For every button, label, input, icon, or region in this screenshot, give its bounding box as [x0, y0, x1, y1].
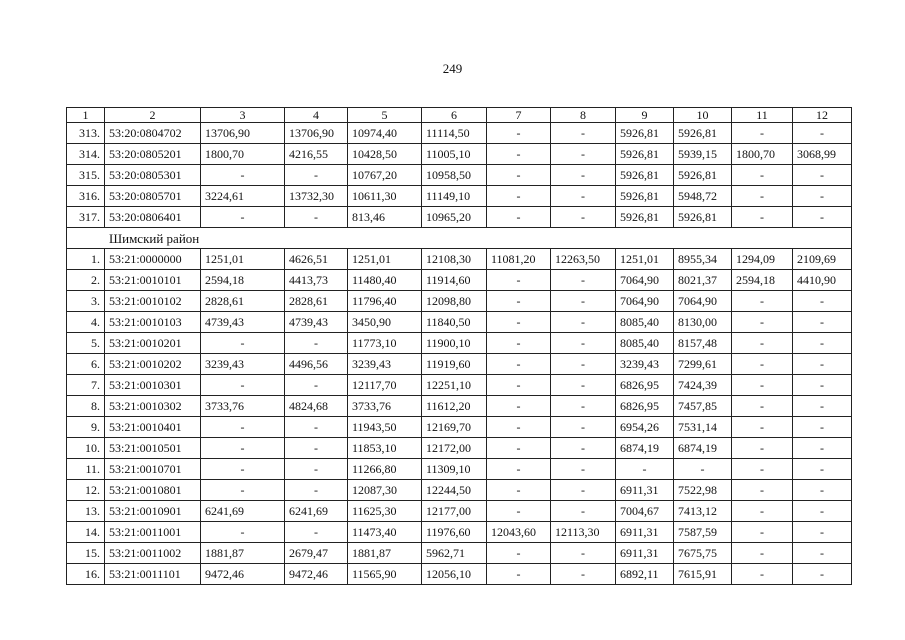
value-cell: -	[551, 207, 616, 228]
row-number-cell: 11.	[67, 459, 105, 480]
value-cell: -	[285, 207, 348, 228]
value-cell: -	[732, 564, 793, 585]
cadastral-value-table	[66, 107, 852, 585]
value-cell: -	[551, 438, 616, 459]
value-cell: 5926,81	[674, 207, 732, 228]
value-cell: 2679,47	[285, 543, 348, 564]
value-cell: 13732,30	[285, 186, 348, 207]
value-cell: 6826,95	[616, 375, 674, 396]
table-row	[67, 144, 852, 165]
column-number-cell: 6	[422, 108, 487, 123]
row-number-cell: 9.	[67, 417, 105, 438]
value-cell: -	[793, 564, 852, 585]
value-cell: -	[551, 270, 616, 291]
value-cell: -	[793, 123, 852, 144]
row-number-cell: 13.	[67, 501, 105, 522]
value-cell: 2109,69	[793, 249, 852, 270]
table-row	[67, 354, 852, 375]
value-cell: 7531,14	[674, 417, 732, 438]
value-cell: -	[732, 438, 793, 459]
value-cell: -	[201, 333, 285, 354]
value-cell: 7413,12	[674, 501, 732, 522]
value-cell: -	[487, 291, 551, 312]
value-cell: 12244,50	[422, 480, 487, 501]
value-cell: 4824,68	[285, 396, 348, 417]
value-cell: 3239,43	[348, 354, 422, 375]
table-row	[67, 333, 852, 354]
value-cell: 6954,26	[616, 417, 674, 438]
value-cell: 4739,43	[285, 312, 348, 333]
value-cell: 1800,70	[732, 144, 793, 165]
value-cell: -	[201, 207, 285, 228]
cadastral-number-cell: 53:21:0010202	[105, 354, 201, 375]
value-cell: -	[551, 312, 616, 333]
value-cell: -	[551, 165, 616, 186]
column-number-cell: 7	[487, 108, 551, 123]
row-number-cell: 1.	[67, 249, 105, 270]
value-cell: -	[487, 270, 551, 291]
value-cell: -	[793, 186, 852, 207]
value-cell: -	[793, 396, 852, 417]
value-cell: 4410,90	[793, 270, 852, 291]
value-cell: 11914,60	[422, 270, 487, 291]
value-cell: 6826,95	[616, 396, 674, 417]
value-cell: -	[732, 312, 793, 333]
table-row	[67, 207, 852, 228]
value-cell: 4739,43	[201, 312, 285, 333]
value-cell: 5926,81	[616, 144, 674, 165]
value-cell: 11625,30	[348, 501, 422, 522]
value-cell: 1881,87	[201, 543, 285, 564]
value-cell: 13706,90	[201, 123, 285, 144]
value-cell: 12108,30	[422, 249, 487, 270]
table-row	[67, 480, 852, 501]
value-cell: -	[487, 459, 551, 480]
value-cell: -	[551, 375, 616, 396]
value-cell: 7522,98	[674, 480, 732, 501]
row-number-cell: 15.	[67, 543, 105, 564]
value-cell: 2594,18	[201, 270, 285, 291]
cadastral-number-cell: 53:21:0010302	[105, 396, 201, 417]
value-cell: -	[732, 291, 793, 312]
value-cell: -	[487, 501, 551, 522]
value-cell: -	[674, 459, 732, 480]
value-cell: 6911,31	[616, 480, 674, 501]
value-cell: 2828,61	[285, 291, 348, 312]
cadastral-number-cell: 53:21:0010102	[105, 291, 201, 312]
value-cell: 12251,10	[422, 375, 487, 396]
value-cell: 5926,81	[674, 165, 732, 186]
value-cell: 8085,40	[616, 312, 674, 333]
value-cell: 813,46	[348, 207, 422, 228]
value-cell: -	[793, 375, 852, 396]
value-cell: 13706,90	[285, 123, 348, 144]
value-cell: 1881,87	[348, 543, 422, 564]
value-cell: -	[732, 522, 793, 543]
value-cell: -	[285, 375, 348, 396]
value-cell: 12087,30	[348, 480, 422, 501]
value-cell: -	[793, 501, 852, 522]
value-cell: -	[793, 354, 852, 375]
value-cell: 5926,81	[616, 186, 674, 207]
value-cell: 11081,20	[487, 249, 551, 270]
value-cell: 12117,70	[348, 375, 422, 396]
value-cell: -	[201, 459, 285, 480]
value-cell: 6911,31	[616, 543, 674, 564]
cadastral-number-cell: 53:20:0805301	[105, 165, 201, 186]
value-cell: 3224,61	[201, 186, 285, 207]
section-row	[67, 228, 852, 249]
column-number-cell: 9	[616, 108, 674, 123]
value-cell: -	[285, 522, 348, 543]
column-number-row	[67, 108, 852, 123]
value-cell: -	[732, 333, 793, 354]
value-cell: -	[793, 522, 852, 543]
value-cell: -	[285, 459, 348, 480]
value-cell: 12056,10	[422, 564, 487, 585]
value-cell: 10767,20	[348, 165, 422, 186]
table-row	[67, 501, 852, 522]
row-number-cell: 8.	[67, 396, 105, 417]
value-cell: 3239,43	[201, 354, 285, 375]
column-number-cell: 8	[551, 108, 616, 123]
cadastral-number-cell: 53:21:0010501	[105, 438, 201, 459]
value-cell: -	[487, 144, 551, 165]
row-number-cell: 6.	[67, 354, 105, 375]
value-cell: 12098,80	[422, 291, 487, 312]
value-cell: -	[201, 480, 285, 501]
value-cell: 8130,00	[674, 312, 732, 333]
value-cell: -	[793, 417, 852, 438]
column-number-cell: 10	[674, 108, 732, 123]
row-number-cell: 316.	[67, 186, 105, 207]
row-number-cell: 12.	[67, 480, 105, 501]
value-cell: -	[487, 186, 551, 207]
value-cell: 11796,40	[348, 291, 422, 312]
value-cell: -	[793, 207, 852, 228]
value-cell: 6911,31	[616, 522, 674, 543]
cadastral-number-cell: 53:21:0011002	[105, 543, 201, 564]
cadastral-number-cell: 53:21:0010401	[105, 417, 201, 438]
cadastral-number-cell: 53:20:0804702	[105, 123, 201, 144]
value-cell: 11853,10	[348, 438, 422, 459]
value-cell: 10965,20	[422, 207, 487, 228]
cadastral-number-cell: 53:20:0805201	[105, 144, 201, 165]
cadastral-number-cell: 53:21:0011001	[105, 522, 201, 543]
value-cell: -	[285, 333, 348, 354]
value-cell: 6874,19	[616, 438, 674, 459]
value-cell: 3733,76	[201, 396, 285, 417]
value-cell: 11266,80	[348, 459, 422, 480]
value-cell: 5948,72	[674, 186, 732, 207]
value-cell: 8021,37	[674, 270, 732, 291]
cadastral-number-cell: 53:21:0010701	[105, 459, 201, 480]
value-cell: -	[201, 375, 285, 396]
value-cell: -	[551, 291, 616, 312]
value-cell: -	[487, 375, 551, 396]
value-cell: 9472,46	[201, 564, 285, 585]
value-cell: 12169,70	[422, 417, 487, 438]
table-row	[67, 165, 852, 186]
value-cell: 5962,71	[422, 543, 487, 564]
value-cell: -	[551, 354, 616, 375]
value-cell: 7064,90	[616, 270, 674, 291]
row-number-cell: 3.	[67, 291, 105, 312]
column-number-cell: 2	[105, 108, 201, 123]
table-row	[67, 543, 852, 564]
value-cell: 11900,10	[422, 333, 487, 354]
row-number-cell: 315.	[67, 165, 105, 186]
table-row	[67, 417, 852, 438]
value-cell: 6241,69	[285, 501, 348, 522]
value-cell: 9472,46	[285, 564, 348, 585]
value-cell: -	[487, 312, 551, 333]
value-cell: 8157,48	[674, 333, 732, 354]
value-cell: -	[487, 123, 551, 144]
value-cell: -	[732, 165, 793, 186]
value-cell: 8955,34	[674, 249, 732, 270]
table-row	[67, 123, 852, 144]
row-number-cell: 313.	[67, 123, 105, 144]
value-cell: -	[732, 375, 793, 396]
table-row	[67, 522, 852, 543]
value-cell: -	[551, 501, 616, 522]
value-cell: -	[793, 291, 852, 312]
value-cell: -	[793, 312, 852, 333]
value-cell: 6892,11	[616, 564, 674, 585]
value-cell: -	[551, 480, 616, 501]
table-row	[67, 270, 852, 291]
value-cell: 11480,40	[348, 270, 422, 291]
value-cell: -	[551, 186, 616, 207]
value-cell: -	[551, 564, 616, 585]
table-row	[67, 312, 852, 333]
value-cell: 5926,81	[616, 123, 674, 144]
value-cell: 3239,43	[616, 354, 674, 375]
value-cell: 12172,00	[422, 438, 487, 459]
page-number: 249	[442, 61, 463, 76]
value-cell: -	[732, 354, 793, 375]
column-number-cell: 11	[732, 108, 793, 123]
value-cell: -	[732, 123, 793, 144]
value-cell: -	[487, 165, 551, 186]
value-cell: 4626,51	[285, 249, 348, 270]
cadastral-number-cell: 53:20:0805701	[105, 186, 201, 207]
value-cell: 3068,99	[793, 144, 852, 165]
table-row	[67, 396, 852, 417]
value-cell: 11943,50	[348, 417, 422, 438]
value-cell: 10428,50	[348, 144, 422, 165]
column-number-cell: 5	[348, 108, 422, 123]
row-number-cell: 314.	[67, 144, 105, 165]
value-cell: 12043,60	[487, 522, 551, 543]
value-cell: -	[285, 417, 348, 438]
table-row	[67, 438, 852, 459]
value-cell: -	[732, 459, 793, 480]
value-cell: -	[551, 396, 616, 417]
value-cell: -	[201, 522, 285, 543]
value-cell: 5926,81	[616, 207, 674, 228]
value-cell: -	[487, 333, 551, 354]
value-cell: 11976,60	[422, 522, 487, 543]
value-cell: 5926,81	[674, 123, 732, 144]
value-cell: 1294,09	[732, 249, 793, 270]
value-cell: 12263,50	[551, 249, 616, 270]
value-cell: 7615,91	[674, 564, 732, 585]
value-cell: -	[793, 480, 852, 501]
row-number-cell: 14.	[67, 522, 105, 543]
table-row	[67, 291, 852, 312]
value-cell: -	[551, 144, 616, 165]
value-cell: 11005,10	[422, 144, 487, 165]
table-row	[67, 564, 852, 585]
cadastral-number-cell: 53:21:0010801	[105, 480, 201, 501]
value-cell: -	[732, 186, 793, 207]
value-cell: 3450,90	[348, 312, 422, 333]
value-cell: -	[616, 459, 674, 480]
value-cell: -	[793, 333, 852, 354]
value-cell: 5926,81	[616, 165, 674, 186]
table-row	[67, 459, 852, 480]
cadastral-number-cell: 53:21:0000000	[105, 249, 201, 270]
value-cell: 7457,85	[674, 396, 732, 417]
value-cell: -	[487, 438, 551, 459]
value-cell: -	[285, 165, 348, 186]
section-title: Шимский район	[67, 228, 852, 249]
value-cell: 11309,10	[422, 459, 487, 480]
row-number-cell: 10.	[67, 438, 105, 459]
value-cell: 7299,61	[674, 354, 732, 375]
value-cell: -	[793, 543, 852, 564]
value-cell: -	[551, 123, 616, 144]
column-number-cell: 4	[285, 108, 348, 123]
value-cell: -	[551, 459, 616, 480]
value-cell: -	[732, 396, 793, 417]
value-cell: 11114,50	[422, 123, 487, 144]
value-cell: -	[793, 438, 852, 459]
value-cell: 8085,40	[616, 333, 674, 354]
value-cell: -	[551, 417, 616, 438]
value-cell: -	[732, 417, 793, 438]
row-number-cell: 5.	[67, 333, 105, 354]
value-cell: -	[732, 543, 793, 564]
value-cell: -	[201, 165, 285, 186]
column-number-cell: 3	[201, 108, 285, 123]
value-cell: -	[201, 417, 285, 438]
value-cell: 6241,69	[201, 501, 285, 522]
value-cell: 11773,10	[348, 333, 422, 354]
cadastral-number-cell: 53:21:0010103	[105, 312, 201, 333]
value-cell: 7675,75	[674, 543, 732, 564]
value-cell: 2828,61	[201, 291, 285, 312]
row-number-cell: 16.	[67, 564, 105, 585]
value-cell: 4413,73	[285, 270, 348, 291]
cadastral-number-cell: 53:21:0010201	[105, 333, 201, 354]
value-cell: 1800,70	[201, 144, 285, 165]
row-number-cell: 4.	[67, 312, 105, 333]
value-cell: 11565,90	[348, 564, 422, 585]
value-cell: -	[487, 417, 551, 438]
value-cell: 11473,40	[348, 522, 422, 543]
column-number-cell: 1	[67, 108, 105, 123]
value-cell: -	[551, 333, 616, 354]
value-cell: 7004,67	[616, 501, 674, 522]
value-cell: 4216,55	[285, 144, 348, 165]
value-cell: 7064,90	[616, 291, 674, 312]
table-row	[67, 375, 852, 396]
value-cell: -	[487, 207, 551, 228]
value-cell: 6874,19	[674, 438, 732, 459]
value-cell: 7587,59	[674, 522, 732, 543]
value-cell: 4496,56	[285, 354, 348, 375]
value-cell: -	[285, 438, 348, 459]
value-cell: -	[732, 207, 793, 228]
value-cell: -	[732, 480, 793, 501]
value-cell: -	[487, 543, 551, 564]
row-number-cell: 317.	[67, 207, 105, 228]
cadastral-number-cell: 53:21:0010101	[105, 270, 201, 291]
value-cell: 11840,50	[422, 312, 487, 333]
value-cell: -	[551, 543, 616, 564]
value-cell: 7424,39	[674, 375, 732, 396]
row-number-cell: 7.	[67, 375, 105, 396]
value-cell: -	[487, 354, 551, 375]
value-cell: -	[487, 480, 551, 501]
value-cell: 2594,18	[732, 270, 793, 291]
value-cell: 3733,76	[348, 396, 422, 417]
value-cell: -	[793, 165, 852, 186]
row-number-cell: 2.	[67, 270, 105, 291]
value-cell: 12177,00	[422, 501, 487, 522]
value-cell: -	[201, 438, 285, 459]
value-cell: -	[487, 396, 551, 417]
value-cell: -	[793, 459, 852, 480]
cadastral-number-cell: 53:21:0010301	[105, 375, 201, 396]
value-cell: 12113,30	[551, 522, 616, 543]
value-cell: 10958,50	[422, 165, 487, 186]
value-cell: -	[487, 564, 551, 585]
table-row	[67, 249, 852, 270]
value-cell: 10611,30	[348, 186, 422, 207]
value-cell: 1251,01	[201, 249, 285, 270]
column-number-cell: 12	[793, 108, 852, 123]
value-cell: 5939,15	[674, 144, 732, 165]
value-cell: 1251,01	[348, 249, 422, 270]
value-cell: 11149,10	[422, 186, 487, 207]
value-cell: 10974,40	[348, 123, 422, 144]
cadastral-number-cell: 53:20:0806401	[105, 207, 201, 228]
cadastral-number-cell: 53:21:0011101	[105, 564, 201, 585]
cadastral-number-cell: 53:21:0010901	[105, 501, 201, 522]
value-cell: -	[732, 501, 793, 522]
value-cell: -	[285, 480, 348, 501]
value-cell: 1251,01	[616, 249, 674, 270]
value-cell: 7064,90	[674, 291, 732, 312]
value-cell: 11612,20	[422, 396, 487, 417]
value-cell: 11919,60	[422, 354, 487, 375]
table-row	[67, 186, 852, 207]
